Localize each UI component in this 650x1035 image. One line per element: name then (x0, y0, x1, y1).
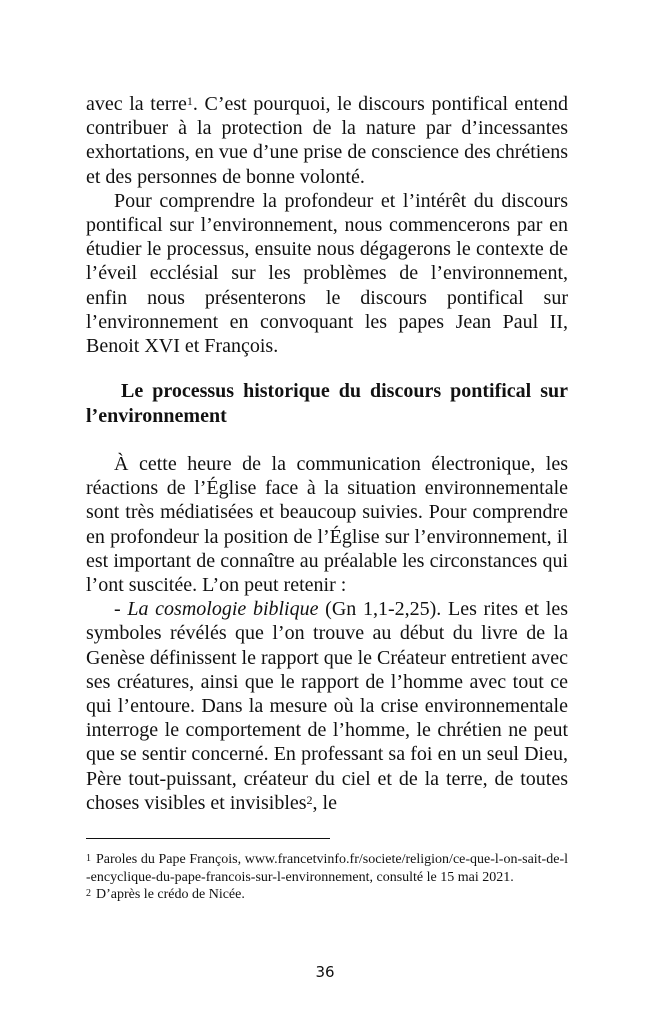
paragraph-text: . C’est pourquoi, le discours pontifical entend contribuer à la protection de la nature par d’incessantes exhortations, en vue d’une prise de conscience des chrétiens et des personnes de bonne volonté. (86, 93, 568, 188)
paragraph (86, 92, 568, 189)
section-heading: Le processus historique du discours pontifical sur l’environnement (86, 380, 568, 427)
page-number: 36 (315, 963, 335, 981)
footnote-text: Paroles du Pape François, www.francetvinfo.fr/societe/religion/ce-que-l-on-sait-de-l-encyclique-du-pape-francois-sur-l-environnement, consulté le 15 mai 2021. (86, 852, 568, 885)
paragraph: À cette heure de la communication électronique, les réactions de l’Église face à la situation environnementale sont très médiatisées et beaucoup suivies. Pour comprendre en profondeur la position de l’Église sur l’environnement, il est important de connaître au préalable les circonstances qui l’ont suscitée. L’on peut retenir : (86, 453, 568, 597)
footnote-mark: 2 (86, 888, 91, 899)
paragraph-text: , le (312, 791, 337, 814)
footnote-text: D’après le crédo de Nicée. (96, 887, 245, 902)
section-body (86, 452, 568, 815)
section-heading-block (86, 379, 568, 428)
footnotes (86, 851, 568, 904)
footnote-reference[interactable]: 2 (306, 792, 313, 807)
paragraph-text: avec la terre (86, 93, 187, 115)
footnote (86, 851, 568, 886)
intro-text (86, 92, 568, 358)
paragraph-text: (Gn 1,1-2,25). Les rites et les symboles révélés que l’on trouve au début du livre de la Genèse définissent le rapport que le Créateur entretient avec ses créatures, ainsi que le rapport de l’homme avec tout ce qui l’entoure. Dans la mesure où la crise environnementale interroge le comportement de l’homme, le chrétien ne peut que se sentir concerné. En professant sa foi en un seul Dieu, Père tout-puissant, créateur du ciel et de la terre, de toutes choses visibles et invisibles (86, 598, 569, 814)
footnote-reference[interactable]: 1 (186, 94, 193, 108)
paragraph: Pour comprendre la profondeur et l’intérêt du discours pontifical sur l’environnement, nous commencerons par en étudier le processus, ensuite nous dégagerons le contexte de l’éveil ecclésial sur les problèmes de l’environnement, enfin nous présenterons le discours pontifical sur l’environnement en convoquant les papes Jean Paul II, Benoit XVI et François. (86, 189, 568, 358)
paragraph (86, 597, 568, 815)
footnote (86, 886, 568, 904)
footnote-separator (86, 838, 330, 839)
footnote-mark: 1 (86, 853, 91, 864)
italic-term: La cosmologie biblique (127, 598, 319, 621)
list-dash: - (114, 598, 128, 621)
